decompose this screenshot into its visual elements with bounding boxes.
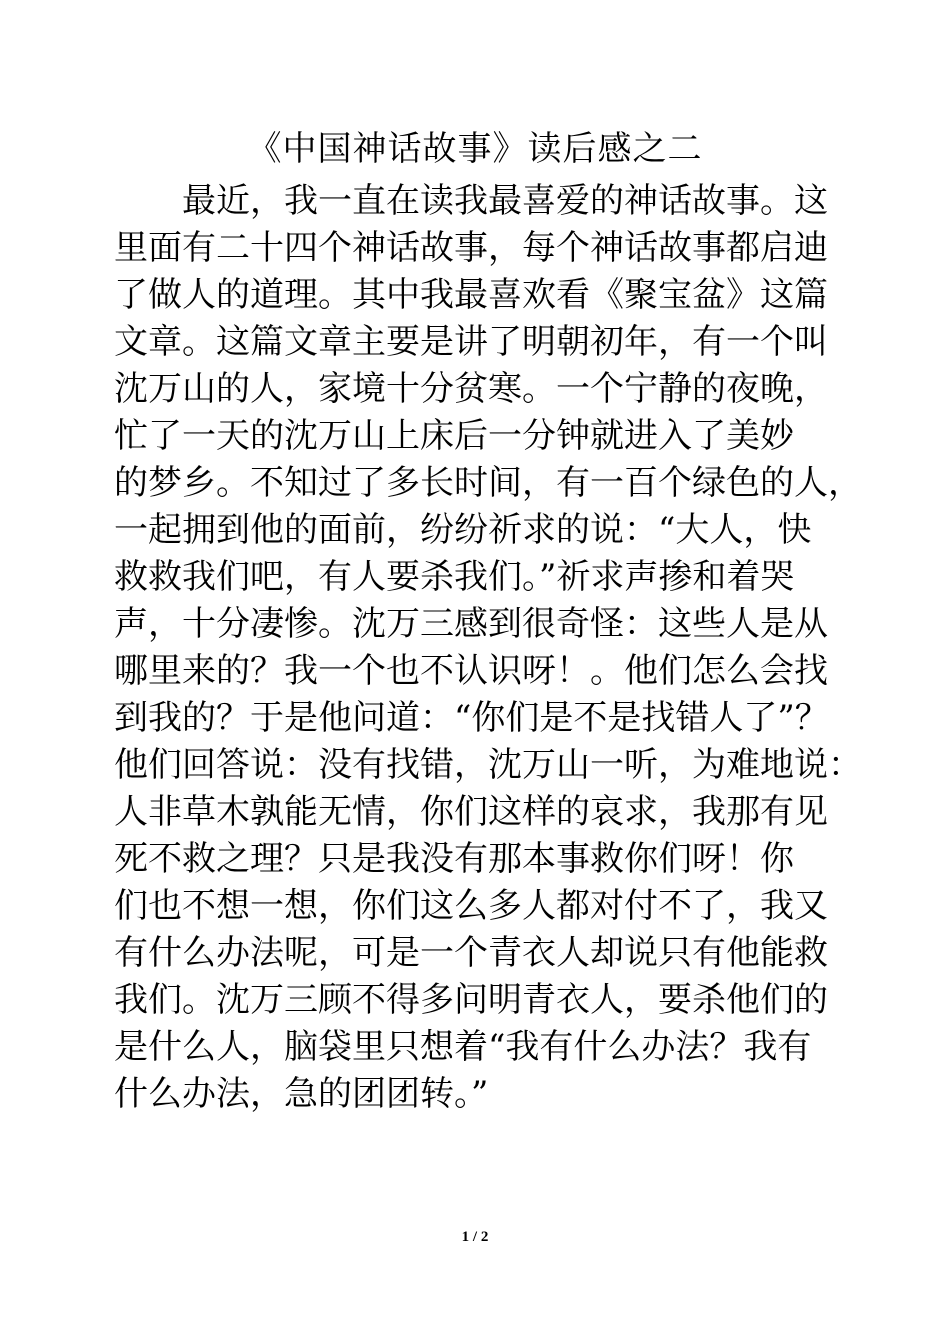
body-line-20: 什么办法，急的团团转。” [114, 1074, 489, 1114]
page-number: 1 / 2 [461, 1229, 489, 1245]
body-line-19: 是什么人，脑袋里只想着“我有什么办法？我有 [114, 1027, 812, 1067]
document-body [114, 178, 862, 1118]
body-line-14: 人非草木孰能无情，你们这样的哀求，我那有见 [114, 792, 828, 832]
body-line-7: 的梦乡。不知过了多长时间，有一百个绿色的人， [114, 463, 862, 503]
body-line-17: 有什么办法呢，可是一个青衣人却说只有他能救 [114, 933, 828, 973]
document-title: 《中国神话故事》读后感之二 [247, 129, 703, 169]
body-line-13: 他们回答说：没有找错，沈万山一听，为难地说： [114, 745, 862, 785]
body-line-2: 里面有二十四个神话故事，每个神话故事都启迪 [114, 228, 828, 268]
body-line-18: 我们。沈万三顾不得多问明青衣人，要杀他们的 [114, 980, 828, 1020]
body-line-10: 声，十分凄惨。沈万三感到很奇怪：这些人是从 [114, 604, 828, 644]
body-line-11: 哪里来的？我一个也不认识呀！。他们怎么会找 [114, 651, 828, 691]
body-line-16: 们也不想一想，你们这么多人都对付不了，我又 [114, 886, 828, 926]
body-line-4: 文章。这篇文章主要是讲了明朝初年，有一个叫 [114, 322, 828, 362]
body-line-12: 到我的？于是他问道：“你们是不是找错人了”？ [114, 698, 829, 738]
body-line-1: 最近，我一直在读我最喜爱的神话故事。这 [182, 181, 828, 221]
body-line-6: 忙了一天的沈万山上床后一分钟就进入了美妙 [114, 416, 794, 456]
body-line-9: 救救我们吧，有人要杀我们。”祈求声掺和着哭 [114, 557, 795, 597]
body-line-8: 一起拥到他的面前，纷纷祈求的说：“大人，快 [114, 510, 812, 550]
body-line-15: 死不救之理？只是我没有那本事救你们呀！你 [114, 839, 794, 879]
body-line-5: 沈万山的人，家境十分贫寒。一个宁静的夜晚， [114, 369, 828, 409]
body-line-3: 了做人的道理。其中我最喜欢看《聚宝盆》这篇 [114, 275, 828, 315]
